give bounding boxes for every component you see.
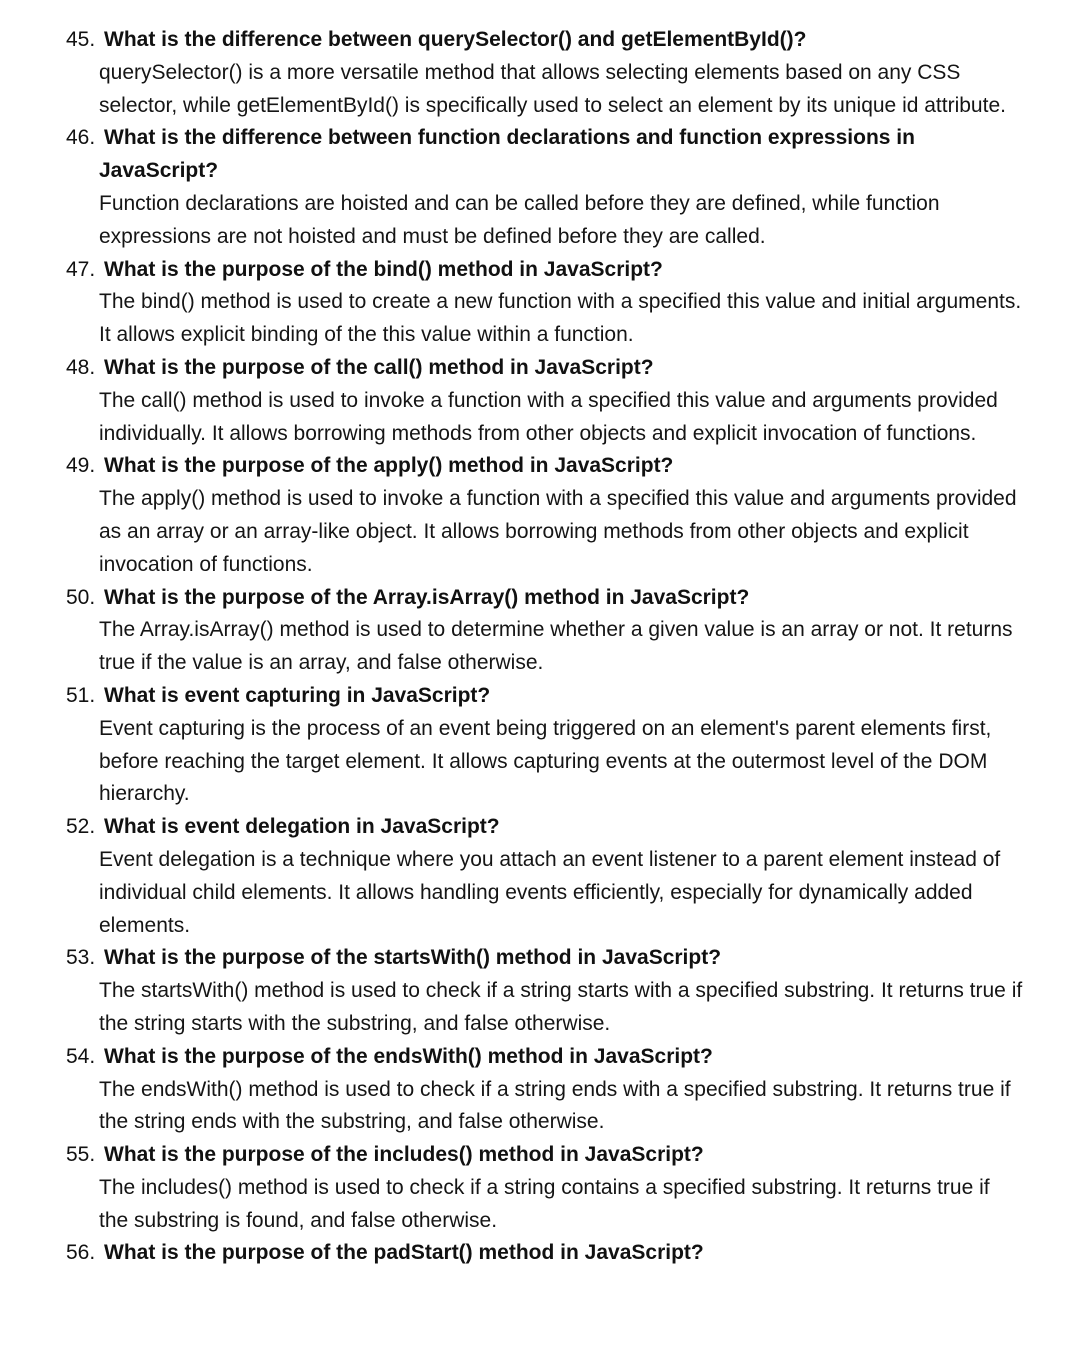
qa-item-50	[66, 582, 1026, 680]
question-number: 49.	[66, 454, 96, 478]
qa-item-45	[66, 24, 1026, 122]
question-heading	[66, 352, 1026, 385]
question-heading	[66, 1237, 1026, 1270]
qa-item-49	[66, 450, 1026, 581]
qa-item-47	[66, 254, 1026, 352]
qa-item-51	[66, 680, 1026, 811]
answer-text: The endsWith() method is used to check if a string ends with a specified substring. It returns true if the string ends with the substring, and false otherwise.	[99, 1077, 1011, 1134]
qa-item-46	[66, 122, 1026, 253]
question-heading	[66, 582, 1026, 615]
qa-item-52	[66, 811, 1026, 942]
answer-text: Event capturing is the process of an event being triggered on an element's parent elements first, before reaching the target element. It allows capturing events at the outermost level of the DOM hierarchy.	[99, 716, 992, 806]
answer-text: querySelector() is a more versatile method that allows selecting elements based on any CSS selector, while getElementById() is specifically used to select an element by its unique id attribute.	[99, 60, 1006, 117]
answer-text: The apply() method is used to invoke a function with a specified this value and arguments provided as an array or an array-like object. It allows borrowing methods from other objects and explicit invocation of functions.	[99, 487, 1017, 576]
question-heading	[66, 450, 1026, 483]
answer-text: The call() method is used to invoke a function with a specified this value and arguments provided individually. It allows borrowing methods from other objects and explicit invocation of functions.	[99, 388, 998, 445]
question-text: What is the purpose of the endsWith() method in JavaScript?	[104, 1044, 713, 1068]
qa-list	[66, 24, 1026, 1270]
question-text: What is the purpose of the apply() method in JavaScript?	[104, 454, 674, 478]
question-number: 51.	[66, 683, 96, 707]
question-heading	[66, 24, 1026, 57]
question-number: 46.	[66, 126, 96, 150]
question-text: What is event capturing in JavaScript?	[104, 683, 491, 707]
question-number: 56.	[66, 1241, 96, 1265]
question-heading	[66, 1041, 1026, 1074]
question-heading	[66, 942, 1026, 975]
qa-item-54	[66, 1041, 1026, 1139]
qa-item-55	[66, 1139, 1026, 1237]
question-text: What is the difference between querySelector() and getElementById()?	[104, 28, 807, 51]
question-text: What is the purpose of the includes() method in JavaScript?	[104, 1143, 704, 1167]
question-number: 50.	[66, 585, 96, 609]
question-number: 53.	[66, 946, 96, 970]
question-heading	[66, 1139, 1026, 1172]
answer-text: The includes() method is used to check if a string contains a specified substring. It returns true if the substring is found, and false otherwise.	[99, 1175, 990, 1232]
answer-text: The bind() method is used to create a new function with a specified this value and initial arguments. It allows explicit binding of the this value within a function.	[99, 290, 1022, 347]
question-number: 55.	[66, 1143, 96, 1167]
question-heading	[66, 122, 1026, 188]
question-heading	[66, 680, 1026, 713]
question-text: What is the difference between function declarations and function expressions in JavaScript?	[99, 126, 915, 183]
question-heading	[66, 811, 1026, 844]
answer-text: The startsWith() method is used to check if a string starts with a specified substring. It returns true if the string starts with the substring, and false otherwise.	[99, 979, 1023, 1035]
question-number: 45.	[66, 28, 96, 51]
question-number: 47.	[66, 257, 96, 281]
question-text: What is the purpose of the Array.isArray() method in JavaScript?	[104, 585, 750, 609]
question-number: 48.	[66, 355, 96, 379]
question-number: 54.	[66, 1044, 96, 1068]
question-number: 52.	[66, 815, 96, 839]
qa-item-53	[66, 942, 1026, 1040]
question-heading	[66, 254, 1026, 287]
answer-text: Function declarations are hoisted and can be called before they are defined, while function expressions are not hoisted and must be defined before they are called.	[99, 191, 940, 248]
qa-item-48	[66, 352, 1026, 450]
question-text: What is event delegation in JavaScript?	[104, 815, 500, 839]
question-text: What is the purpose of the call() method in JavaScript?	[104, 355, 654, 379]
question-text: What is the purpose of the startsWith() method in JavaScript?	[104, 946, 722, 970]
answer-text: Event delegation is a technique where you attach an event listener to a parent element instead of individual child elements. It allows handling events efficiently, especially for dynamically added elements.	[99, 847, 1001, 937]
qa-item-56	[66, 1237, 1026, 1270]
question-text: What is the purpose of the padStart() method in JavaScript?	[104, 1241, 704, 1265]
answer-text: The Array.isArray() method is used to determine whether a given value is an array or not. It returns true if the value is an array, and false otherwise.	[99, 618, 1013, 675]
question-text: What is the purpose of the bind() method in JavaScript?	[104, 257, 663, 281]
